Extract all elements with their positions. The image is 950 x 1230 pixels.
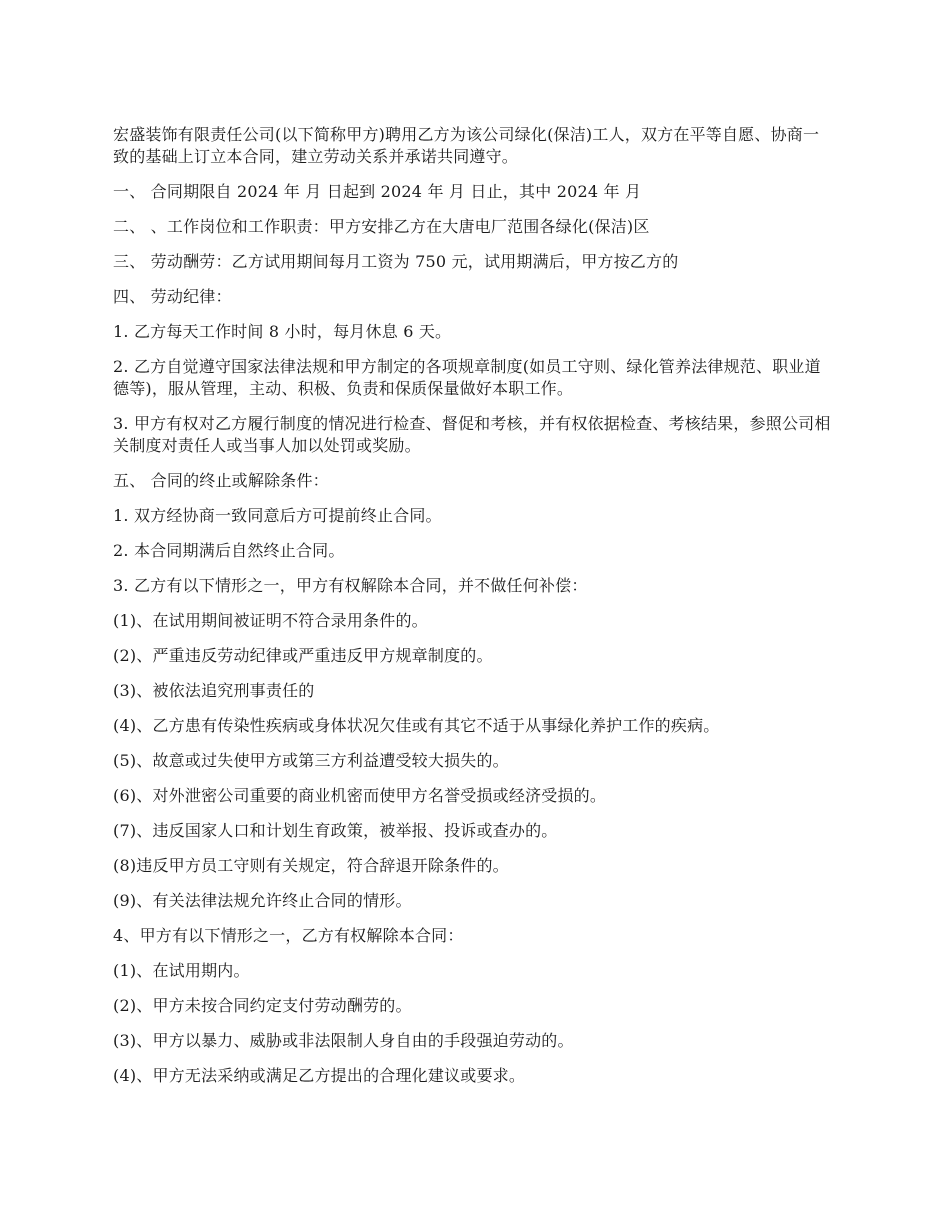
list-item: (4)、乙方患有传染性疾病或身体状况欠佳或有其它不适于从事绿化养护工作的疾病。 <box>113 716 720 735</box>
list-item: (3)、被依法追究刑事责任的 <box>113 681 315 700</box>
list-item: (2)、严重违反劳动纪律或严重违反甲方规章制度的。 <box>113 646 493 665</box>
section-4-heading: 四、 劳动纪律： <box>113 287 232 306</box>
section-4-item-2: 2. 乙方自觉遵守国家法律法规和甲方制定的各项规章制度(如员工守则、绿化管养法律规范、职业道德等)，服从管理，主动、积极、负责和保质保量做好本职工作。 <box>113 357 821 398</box>
section-5-item-3: 3. 乙方有以下情形之一，甲方有权解除本合同，并不做任何补偿： <box>113 576 588 595</box>
list-item: (8)违反甲方员工守则有关规定，符合辞退开除条件的。 <box>113 856 509 875</box>
section-4-item-3: 3. 甲方有权对乙方履行制度的情况进行检查、督促和考核，并有权依据检查、考核结果，参照公司相关制度对责任人或当事人加以处罚或奖励。 <box>113 414 831 455</box>
list-item: (5)、故意或过失使甲方或第三方利益遭受较大损失的。 <box>113 751 509 770</box>
document-body <box>113 124 835 1100</box>
list-item: (1)、在试用期间被证明不符合录用条件的。 <box>113 611 428 630</box>
list-item: (2)、甲方未按合同约定支付劳动酬劳的。 <box>113 996 412 1015</box>
section-5-item-2: 2. 本合同期满后自然终止合同。 <box>113 541 345 560</box>
section-4-item-1: 1. 乙方每天工作时间 8 小时，每月休息 6 天。 <box>113 322 452 341</box>
section-5-heading: 五、 合同的终止或解除条件： <box>113 471 329 490</box>
section-3-remuneration: 三、 劳动酬劳：乙方试用期间每月工资为 750 元，试用期满后，甲方按乙方的 <box>113 252 679 271</box>
section-5-item-1: 1. 双方经协商一致同意后方可提前终止合同。 <box>113 506 442 525</box>
list-item: (9)、有关法律法规允许终止合同的情形。 <box>113 891 412 910</box>
list-item: (6)、对外泄密公司重要的商业机密而使甲方名誉受损或经济受损的。 <box>113 786 607 805</box>
section-2-job-duties: 二、 、工作岗位和工作职责：甲方安排乙方在大唐电厂范围各绿化(保洁)区 <box>113 217 650 236</box>
list-item: (7)、违反国家人口和计划生育政策，被举报、投诉或查办的。 <box>113 821 558 840</box>
section-5-item-4: 4、甲方有以下情形之一，乙方有权解除本合同： <box>113 926 464 945</box>
list-item: (3)、甲方以暴力、威胁或非法限制人身自由的手段强迫劳动的。 <box>113 1031 574 1050</box>
list-item: (1)、在试用期内。 <box>113 961 250 980</box>
section-1-contract-term: 一、 合同期限自 2024 年 月 日起到 2024 年 月 日止，其中 2024 年 月 <box>113 182 642 201</box>
intro-paragraph: 宏盛装饰有限责任公司(以下简称甲方)聘用乙方为该公司绿化(保洁)工人，双方在平等自愿、协商一致的基础上订立本合同，建立劳动关系并承诺共同遵守。 <box>113 125 820 166</box>
list-item: (4)、甲方无法采纳或满足乙方提出的合理化建议或要求。 <box>113 1066 526 1085</box>
